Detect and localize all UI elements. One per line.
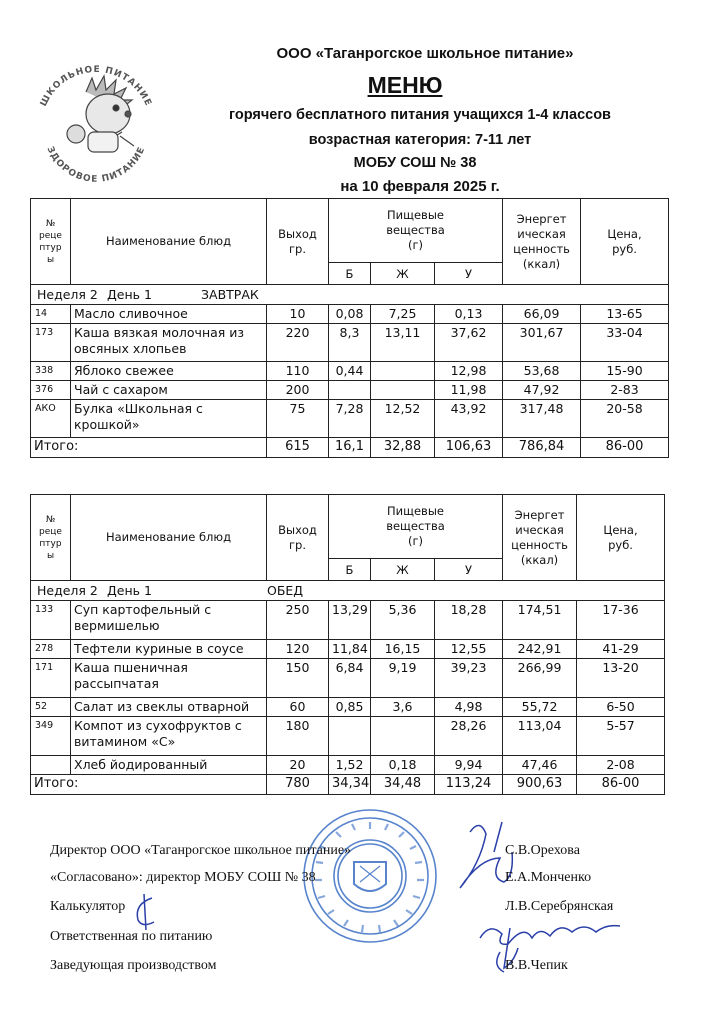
table-row [31, 717, 665, 756]
menu-date: на 10 февраля 2025 г. [340, 178, 500, 195]
dish-name: Каша вязкая молочная из овсяных хлопьев [71, 324, 267, 362]
total-yield: 780 [267, 775, 329, 795]
col-header-yield: Выход гр. [267, 199, 329, 285]
energy-value: 47,92 [503, 381, 581, 400]
col-header-fat: Ж [371, 559, 435, 581]
lunch-total-row [31, 775, 665, 795]
logo-top-text: ШКОЛЬНОЕ ПИТАНИЕ [38, 64, 154, 109]
energy-value: 174,51 [503, 601, 577, 640]
col-header-energy: Энергет ическая ценность (ккал) [503, 495, 577, 581]
signature-line [50, 929, 690, 949]
carbs-value: 0,13 [435, 305, 503, 324]
table-row [31, 698, 665, 717]
fat-value [371, 717, 435, 756]
fat-value: 9,19 [371, 659, 435, 698]
price-value: 2-08 [577, 756, 665, 775]
recipe-number: 173 [31, 324, 71, 362]
dish-name: Каша пшеничная рассыпчатая [71, 659, 267, 698]
signatory-role: Заведующая производством [50, 958, 217, 973]
total-fat: 34,48 [371, 775, 435, 795]
menu-subtitle: горячего бесплатного питания учащихся 1-4 классов [229, 107, 611, 123]
col-header-dish: Наименование блюд [71, 495, 267, 581]
protein-value: 6,84 [329, 659, 371, 698]
signatory-role: «Согласовано»: директор МОБУ СОШ № 38 [50, 870, 316, 885]
col-header-carbs: У [435, 263, 503, 285]
dish-name: Хлеб йодированный [71, 756, 267, 775]
col-header-fat: Ж [371, 263, 435, 285]
protein-value: 13,29 [329, 601, 371, 640]
table-row [31, 756, 665, 775]
fat-value: 0,18 [371, 756, 435, 775]
breakfast-rows [31, 305, 669, 438]
recipe-number: 376 [31, 381, 71, 400]
carbs-value: 28,26 [435, 717, 503, 756]
energy-value: 266,99 [503, 659, 577, 698]
col-header-yield: Выход гр. [267, 495, 329, 581]
energy-value: 242,91 [503, 640, 577, 659]
yield-value: 10 [267, 305, 329, 324]
protein-value: 11,84 [329, 640, 371, 659]
yield-value: 110 [267, 362, 329, 381]
col-header-carbs: У [435, 559, 503, 581]
yield-value: 75 [267, 400, 329, 438]
school-name: МОБУ СОШ № 38 [353, 155, 477, 171]
fat-value: 5,36 [371, 601, 435, 640]
energy-value: 55,72 [503, 698, 577, 717]
col-header-recipe: № реце птур ы [31, 199, 71, 285]
signatory-name: В.В.Чепик [505, 958, 568, 973]
price-value: 5-57 [577, 717, 665, 756]
total-protein: 16,1 [329, 438, 371, 458]
fat-value: 13,11 [371, 324, 435, 362]
protein-value: 0,08 [329, 305, 371, 324]
energy-value: 47,46 [503, 756, 577, 775]
carbs-value: 4,98 [435, 698, 503, 717]
day-label: День 1 [107, 287, 152, 302]
table-row [31, 400, 669, 438]
recipe-number: АКО [31, 400, 71, 438]
price-value: 6-50 [577, 698, 665, 717]
recipe-number [31, 756, 71, 775]
total-label: Итого: [31, 438, 267, 458]
col-header-protein: Б [329, 559, 371, 581]
col-header-nutrients: Пищевые вещества (г) [329, 495, 503, 559]
dish-name: Яблоко свежее [71, 362, 267, 381]
recipe-number: 14 [31, 305, 71, 324]
protein-value: 0,44 [329, 362, 371, 381]
total-yield: 615 [267, 438, 329, 458]
col-header-recipe: № реце птур ы [31, 495, 71, 581]
energy-value: 317,48 [503, 400, 581, 438]
table-row [31, 324, 669, 362]
col-header-energy: Энергет ическая ценность (ккал) [503, 199, 581, 285]
dish-name: Компот из сухофруктов с витамином «С» [71, 717, 267, 756]
protein-value [329, 717, 371, 756]
yield-value: 180 [267, 717, 329, 756]
table-row [31, 640, 665, 659]
energy-value: 53,68 [503, 362, 581, 381]
yield-value: 20 [267, 756, 329, 775]
energy-value: 66,09 [503, 305, 581, 324]
day-label: День 1 [107, 583, 152, 598]
recipe-number: 278 [31, 640, 71, 659]
dish-name: Суп картофельный с вермишелью [71, 601, 267, 640]
signatory-name: Е.А.Монченко [505, 870, 592, 885]
signature-line [50, 843, 690, 863]
table-row [31, 659, 665, 698]
yield-value: 60 [267, 698, 329, 717]
total-label: Итого: [31, 775, 267, 795]
fat-value [371, 381, 435, 400]
signature-line [50, 958, 690, 978]
signatory-name: С.В.Орехова [505, 843, 580, 858]
dish-name: Тефтели куриные в соусе [71, 640, 267, 659]
total-fat: 32,88 [371, 438, 435, 458]
price-value: 15-90 [581, 362, 669, 381]
week-label: Неделя 2 [37, 583, 98, 598]
meal-label: ОБЕД [267, 583, 304, 598]
recipe-number: 171 [31, 659, 71, 698]
protein-value [329, 381, 371, 400]
fat-value: 3,6 [371, 698, 435, 717]
page-title: МЕНЮ [367, 72, 443, 98]
dish-name: Масло сливочное [71, 305, 267, 324]
price-value: 13-65 [581, 305, 669, 324]
total-price: 86-00 [581, 438, 669, 458]
dish-name: Салат из свеклы отварной [71, 698, 267, 717]
recipe-number: 338 [31, 362, 71, 381]
protein-value: 8,3 [329, 324, 371, 362]
yield-value: 220 [267, 324, 329, 362]
carbs-value: 12,55 [435, 640, 503, 659]
recipe-number: 133 [31, 601, 71, 640]
yield-value: 120 [267, 640, 329, 659]
col-header-dish: Наименование блюд [71, 199, 267, 285]
price-value: 13-20 [577, 659, 665, 698]
protein-value: 7,28 [329, 400, 371, 438]
week-label: Неделя 2 [37, 287, 98, 302]
col-header-nutrients: Пищевые вещества (г) [329, 199, 503, 263]
lunch-section-label [31, 581, 665, 601]
price-value: 33-04 [581, 324, 669, 362]
total-energy: 900,63 [503, 775, 577, 795]
meal-label: ЗАВТРАК [201, 287, 259, 302]
lunch-table [30, 494, 665, 795]
carbs-value: 9,94 [435, 756, 503, 775]
school-food-logo [28, 52, 164, 182]
col-header-price: Цена, руб. [577, 495, 665, 581]
signature-line [50, 899, 690, 919]
signatory-name: Л.В.Серебрянская [505, 899, 614, 914]
yield-value: 150 [267, 659, 329, 698]
total-price: 86-00 [577, 775, 665, 795]
signatory-role: Ответственная по питанию [50, 929, 213, 944]
col-header-protein: Б [329, 263, 371, 285]
hedgehog-chef-icon [67, 76, 134, 152]
total-carbs: 113,24 [435, 775, 503, 795]
price-value: 20-58 [581, 400, 669, 438]
signatory-role: Директор ООО «Таганрогское школьное питание» [50, 843, 352, 858]
col-header-price: Цена, руб. [581, 199, 669, 285]
total-carbs: 106,63 [435, 438, 503, 458]
carbs-value: 39,23 [435, 659, 503, 698]
breakfast-section-label [31, 285, 669, 305]
table-row [31, 305, 669, 324]
price-value: 41-29 [577, 640, 665, 659]
total-energy: 786,84 [503, 438, 581, 458]
signatory-role: Калькулятор [50, 899, 126, 914]
dish-name: Булка «Школьная с крошкой» [71, 400, 267, 438]
carbs-value: 12,98 [435, 362, 503, 381]
price-value: 17-36 [577, 601, 665, 640]
energy-value: 301,67 [503, 324, 581, 362]
yield-value: 250 [267, 601, 329, 640]
table-row [31, 601, 665, 640]
total-protein: 34,34 [329, 775, 371, 795]
carbs-value: 37,62 [435, 324, 503, 362]
protein-value: 0,85 [329, 698, 371, 717]
table-row [31, 381, 669, 400]
dish-name: Чай с сахаром [71, 381, 267, 400]
carbs-value: 43,92 [435, 400, 503, 438]
breakfast-total-row [31, 438, 669, 458]
recipe-number: 349 [31, 717, 71, 756]
signature-line [50, 870, 690, 890]
organization-name: ООО «Таганрогское школьное питание» [276, 45, 574, 62]
fat-value: 12,52 [371, 400, 435, 438]
lunch-rows [31, 601, 665, 775]
price-value: 2-83 [581, 381, 669, 400]
carbs-value: 18,28 [435, 601, 503, 640]
table-row [31, 362, 669, 381]
age-category: возрастная категория: 7-11 лет [308, 132, 532, 148]
logo-bottom-text: ЗДОРОВОЕ ПИТАНИЕ [44, 145, 148, 182]
breakfast-table [30, 198, 669, 458]
protein-value: 1,52 [329, 756, 371, 775]
carbs-value: 11,98 [435, 381, 503, 400]
recipe-number: 52 [31, 698, 71, 717]
energy-value: 113,04 [503, 717, 577, 756]
fat-value: 7,25 [371, 305, 435, 324]
fat-value: 16,15 [371, 640, 435, 659]
fat-value [371, 362, 435, 381]
yield-value: 200 [267, 381, 329, 400]
